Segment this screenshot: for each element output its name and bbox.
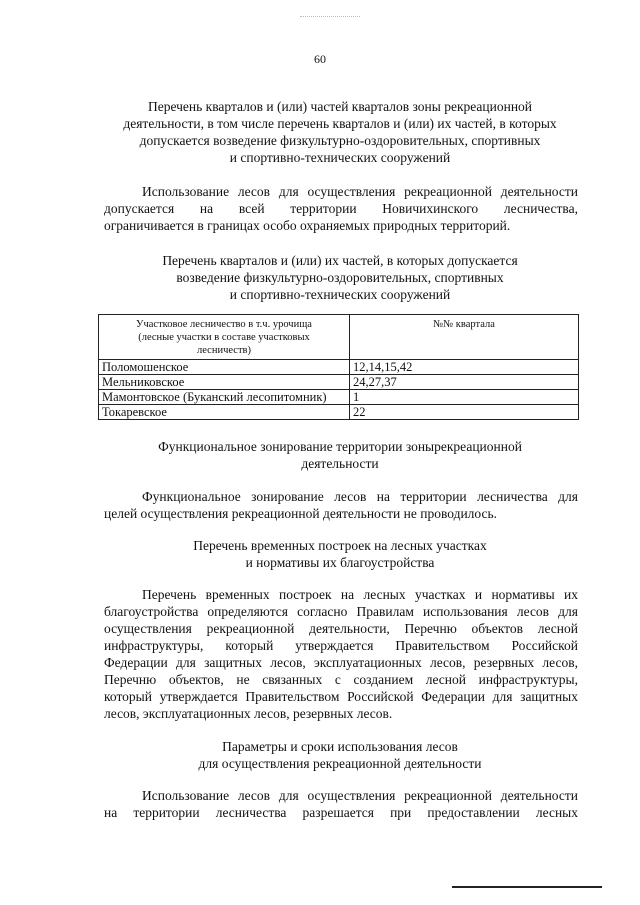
table-row [99, 375, 579, 390]
paragraph-line: Перечень временных построек на лесных участках и нормативы их [142, 587, 578, 602]
heading-line: и спортивно-технических сооружений [229, 287, 451, 302]
scan-artifact [300, 16, 360, 18]
heading-line: и спортивно-технических сооружений [229, 150, 451, 165]
paragraph-line: лесов, эксплуатационных лесов, резервных лесов. [104, 706, 393, 721]
paragraph-line: на территории лесничества разрешается при предоставлении лесных [104, 805, 578, 820]
forestry-name-cell: Мамонтовское (Буканский лесопитомник) [99, 390, 350, 405]
heading-line: и нормативы их благоустройства [245, 555, 435, 570]
paragraph-line: инфраструктуры, который утверждается Правительством Российской [104, 638, 578, 653]
paragraph-line: Функциональное зонирование лесов на территории лесничества для [142, 489, 578, 504]
paragraph-temporary-buildings [104, 586, 578, 722]
heading-functional-zoning [60, 438, 620, 472]
heading-quarters-list [60, 252, 620, 303]
page-number: 60 [314, 52, 326, 66]
heading-line: Перечень кварталов и (или) их частей, в которых допускается [162, 253, 518, 268]
forestry-name-cell: Мельниковское [99, 375, 350, 390]
header-text: лесничеств) [197, 345, 251, 356]
paragraph-parameters-terms [104, 787, 578, 821]
header-text: Участковое лесничество в т.ч. урочища [136, 319, 312, 330]
heading-line: Перечень кварталов и (или) частей кварталов зоны рекреационной [147, 99, 533, 114]
paragraph-recreation-use [104, 183, 578, 234]
paragraph-line: осуществления рекреационной деятельности, Перечню объектов лесной [104, 621, 578, 636]
quarter-numbers-cell: 22 [350, 405, 579, 420]
heading-line: Функциональное зонирование территории зонырекреационной [158, 439, 522, 454]
paragraph-line: ограничивается в границах особо охраняемых природных территорий. [104, 218, 511, 233]
heading-line: Перечень временных построек на лесных участках [193, 538, 487, 553]
paragraph-line: Федерации для защитных лесов, эксплуатационных лесов, резервных лесов, [104, 655, 578, 670]
heading-line: допускается возведение физкультурно-оздоровительных, спортивных [139, 133, 541, 148]
quarter-numbers-cell: 12,14,15,42 [350, 360, 579, 375]
heading-temporary-buildings [60, 537, 620, 571]
quarter-numbers-cell: 1 [350, 390, 579, 405]
heading-line: возведение физкультурно-оздоровительных, спортивных [176, 270, 504, 285]
quarters-table [98, 314, 579, 420]
heading-parameters-terms [60, 738, 620, 772]
heading-line: деятельности, в том числе перечень кварталов и (или) их частей, в которых [123, 116, 557, 131]
heading-line: Параметры и сроки использования лесов [222, 739, 458, 754]
heading-recreation-quarters [60, 98, 620, 166]
paragraph-line: Использование лесов для осуществления рекреационной деятельности [142, 184, 578, 199]
paragraph-line: Перечню объектов, не связанных с созданием лесной инфраструктуры, [104, 672, 578, 687]
paragraph-functional-zoning [104, 488, 578, 522]
header-text: (лесные участки в составе участковых [138, 332, 310, 343]
heading-line: для осуществления рекреационной деятельности [198, 756, 482, 771]
table-row [99, 360, 579, 375]
forestry-name-cell: Токаревское [99, 405, 350, 420]
table-header-row [99, 315, 579, 360]
table-row [99, 390, 579, 405]
paragraph-line: который утверждается Правительством Российской Федерации для защитных [104, 689, 578, 704]
heading-line: деятельности [301, 456, 379, 471]
paragraph-line: Использование лесов для осуществления рекреационной деятельности [142, 788, 578, 803]
paragraph-line: целей осуществления рекреационной деятельности не проводилось. [104, 506, 498, 521]
table-row [99, 405, 579, 420]
paragraph-line: допускается на всей территории Новичихинского лесничества, [104, 201, 578, 216]
paragraph-line: благоустройства определяются согласно Правилам использования лесов для [104, 604, 578, 619]
bottom-rule [452, 886, 602, 888]
header-forestry-cell [99, 315, 350, 360]
forestry-name-cell: Поломошенское [99, 360, 350, 375]
quarter-numbers-cell: 24,27,37 [350, 375, 579, 390]
header-quarter-cell: №№ квартала [350, 315, 579, 360]
